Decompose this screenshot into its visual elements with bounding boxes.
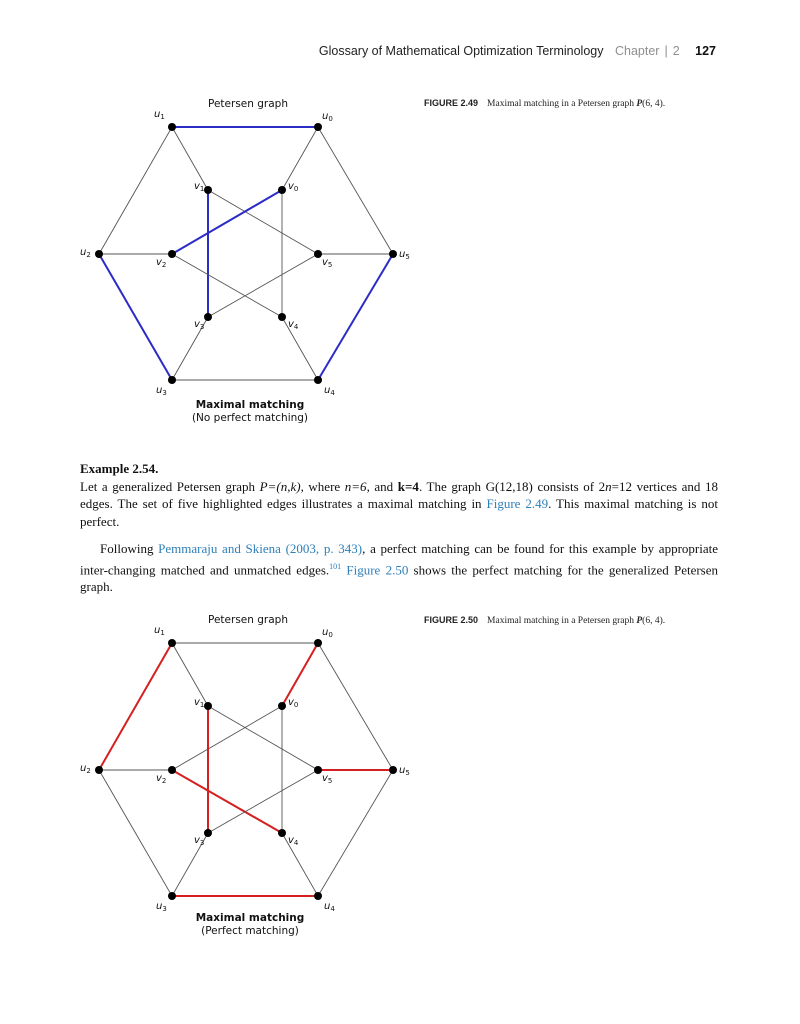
- spoke-u1-v1: [172, 127, 208, 190]
- caption-text: Maximal matching in a Petersen graph: [487, 99, 637, 109]
- vertex-u0: [314, 639, 322, 647]
- figure-2-50-caption: [424, 615, 665, 626]
- caption-line-1: Maximal matching: [195, 399, 305, 411]
- label-v4: $v_4$: [288, 319, 299, 331]
- graph-caption: [150, 399, 350, 425]
- vertex-u0: [314, 123, 322, 131]
- vertex-u2: [95, 250, 103, 258]
- vertex-layer: [95, 123, 397, 384]
- vertex-v2: [168, 766, 176, 774]
- label-u1: $u_1$: [154, 625, 165, 637]
- inner-v4-v2: [172, 254, 282, 317]
- label-v4: $v_4$: [288, 835, 299, 847]
- caption-text: Maximal matching in a Petersen graph: [487, 616, 637, 626]
- label-u4: $u_4$: [324, 901, 335, 913]
- caption-params: (6, 4).: [642, 99, 666, 109]
- label-v0: $v_0$: [288, 697, 299, 709]
- label-u5: $u_5$: [399, 249, 410, 261]
- edge-u5-u4: [318, 770, 393, 896]
- paragraph-perfect-matching: Following Pemmaraju and Skiena (2003, p. 343), a perfect matching can be found for this example by appropriate inter-changing matched and unmatched edges.$^{101}$ Figure 2.50 shows the perfect matching for the generalized Petersen graph.: [80, 541, 719, 595]
- caption-params: (6, 4).: [642, 616, 666, 626]
- edge-layer: [99, 643, 393, 896]
- vertex-u2: [95, 766, 103, 774]
- inner-v5-v3: [208, 770, 318, 833]
- chapter-number: 2: [672, 44, 680, 58]
- label-u3: $u_3$: [156, 901, 167, 913]
- vertex-v1: [204, 186, 212, 194]
- label-v1: $v_1$: [194, 181, 205, 193]
- edge-u5-u4: [318, 254, 393, 380]
- vertex-v5: [314, 250, 322, 258]
- graph-title: Petersen graph: [208, 98, 288, 110]
- caption-line-1: Maximal matching: [195, 912, 305, 924]
- edge-u3-u2: [99, 770, 172, 896]
- vertex-v0: [278, 702, 286, 710]
- edge-u2-u1: [99, 643, 172, 770]
- caption-line-2: (Perfect matching): [201, 925, 299, 937]
- label-v2: $v_2$: [156, 257, 167, 269]
- citation-link[interactable]: Pemmaraju and Skiena (2003, p. 343): [158, 541, 363, 556]
- vertex-v0: [278, 186, 286, 194]
- graph-title: Petersen graph: [208, 614, 288, 626]
- edge-u3-u2: [99, 254, 172, 380]
- vertex-u1: [168, 639, 176, 647]
- graph-caption: [150, 912, 350, 938]
- book-title: Glossary of Mathematical Optimization Terminology: [318, 44, 604, 58]
- inner-v1-v5: [208, 190, 318, 254]
- caption-line-2: (No perfect matching): [191, 412, 309, 424]
- edge-u0-u5: [318, 643, 393, 770]
- label-u4: $u_4$: [324, 385, 335, 397]
- vertex-v4: [278, 829, 286, 837]
- inner-v1-v5: [208, 706, 318, 770]
- vertex-v5: [314, 766, 322, 774]
- label-u3: $u_3$: [156, 385, 167, 397]
- header-separator: |: [664, 44, 668, 58]
- vertex-u5: [389, 250, 397, 258]
- vertex-v3: [204, 829, 212, 837]
- footnote-101-link[interactable]: 101: [329, 561, 342, 571]
- example-2-54: Example 2.54. Let a generalized Petersen graph P=(n,k), where n=6, and k=4. The graph G(12,18) consists of 2n=12 vertices and 18 edges. The set of five highlighted edges illustrates a maximal matching in Figure 2.49. This maximal matching is not perfect.: [80, 461, 718, 529]
- vertex-u3: [168, 892, 176, 900]
- label-v5: $v_5$: [322, 773, 333, 785]
- spoke-u1-v1: [172, 643, 208, 706]
- figure-2-50: [60, 608, 460, 948]
- vertex-v1: [204, 702, 212, 710]
- figure-2-49: [60, 92, 460, 432]
- vertex-v4: [278, 313, 286, 321]
- figure-2-49-caption: [424, 98, 665, 109]
- caption-math: P: [636, 616, 643, 626]
- inner-v2-v0: [172, 706, 282, 770]
- figure-number: FIGURE 2.50: [424, 615, 479, 625]
- edge-u0-u5: [318, 127, 393, 254]
- inner-v2-v0: [172, 190, 282, 254]
- label-v3: $v_3$: [194, 319, 205, 331]
- vertex-u1: [168, 123, 176, 131]
- edge-layer: [99, 127, 393, 380]
- vertex-u5: [389, 766, 397, 774]
- label-u0: $u_0$: [322, 627, 333, 639]
- label-u5: $u_5$: [399, 765, 410, 777]
- label-v5: $v_5$: [322, 257, 333, 269]
- figure-2-50-link[interactable]: Figure 2.50: [346, 561, 409, 577]
- label-u2: $u_2$: [80, 763, 91, 775]
- label-v2: $v_2$: [156, 773, 167, 785]
- label-v1: $v_1$: [194, 697, 205, 709]
- label-v0: $v_0$: [288, 181, 299, 193]
- label-v3: $v_3$: [194, 835, 205, 847]
- caption-math: P: [636, 99, 643, 109]
- figure-2-49-link[interactable]: Figure 2.49: [486, 496, 549, 511]
- vertex-v2: [168, 250, 176, 258]
- example-heading: Example 2.54.: [80, 461, 159, 476]
- label-u0: $u_0$: [322, 111, 333, 123]
- figure-number: FIGURE 2.49: [424, 98, 479, 108]
- page-number: 127: [695, 44, 716, 58]
- edge-u2-u1: [99, 127, 172, 254]
- label-u2: $u_2$: [80, 247, 91, 259]
- vertex-u3: [168, 376, 176, 384]
- label-u1: $u_1$: [154, 109, 165, 121]
- running-header: [319, 44, 716, 58]
- vertex-v3: [204, 313, 212, 321]
- chapter-word: Chapter: [614, 44, 660, 58]
- vertex-u4: [314, 892, 322, 900]
- vertex-u4: [314, 376, 322, 384]
- inner-v5-v3: [208, 254, 318, 317]
- inner-v4-v2: [172, 770, 282, 833]
